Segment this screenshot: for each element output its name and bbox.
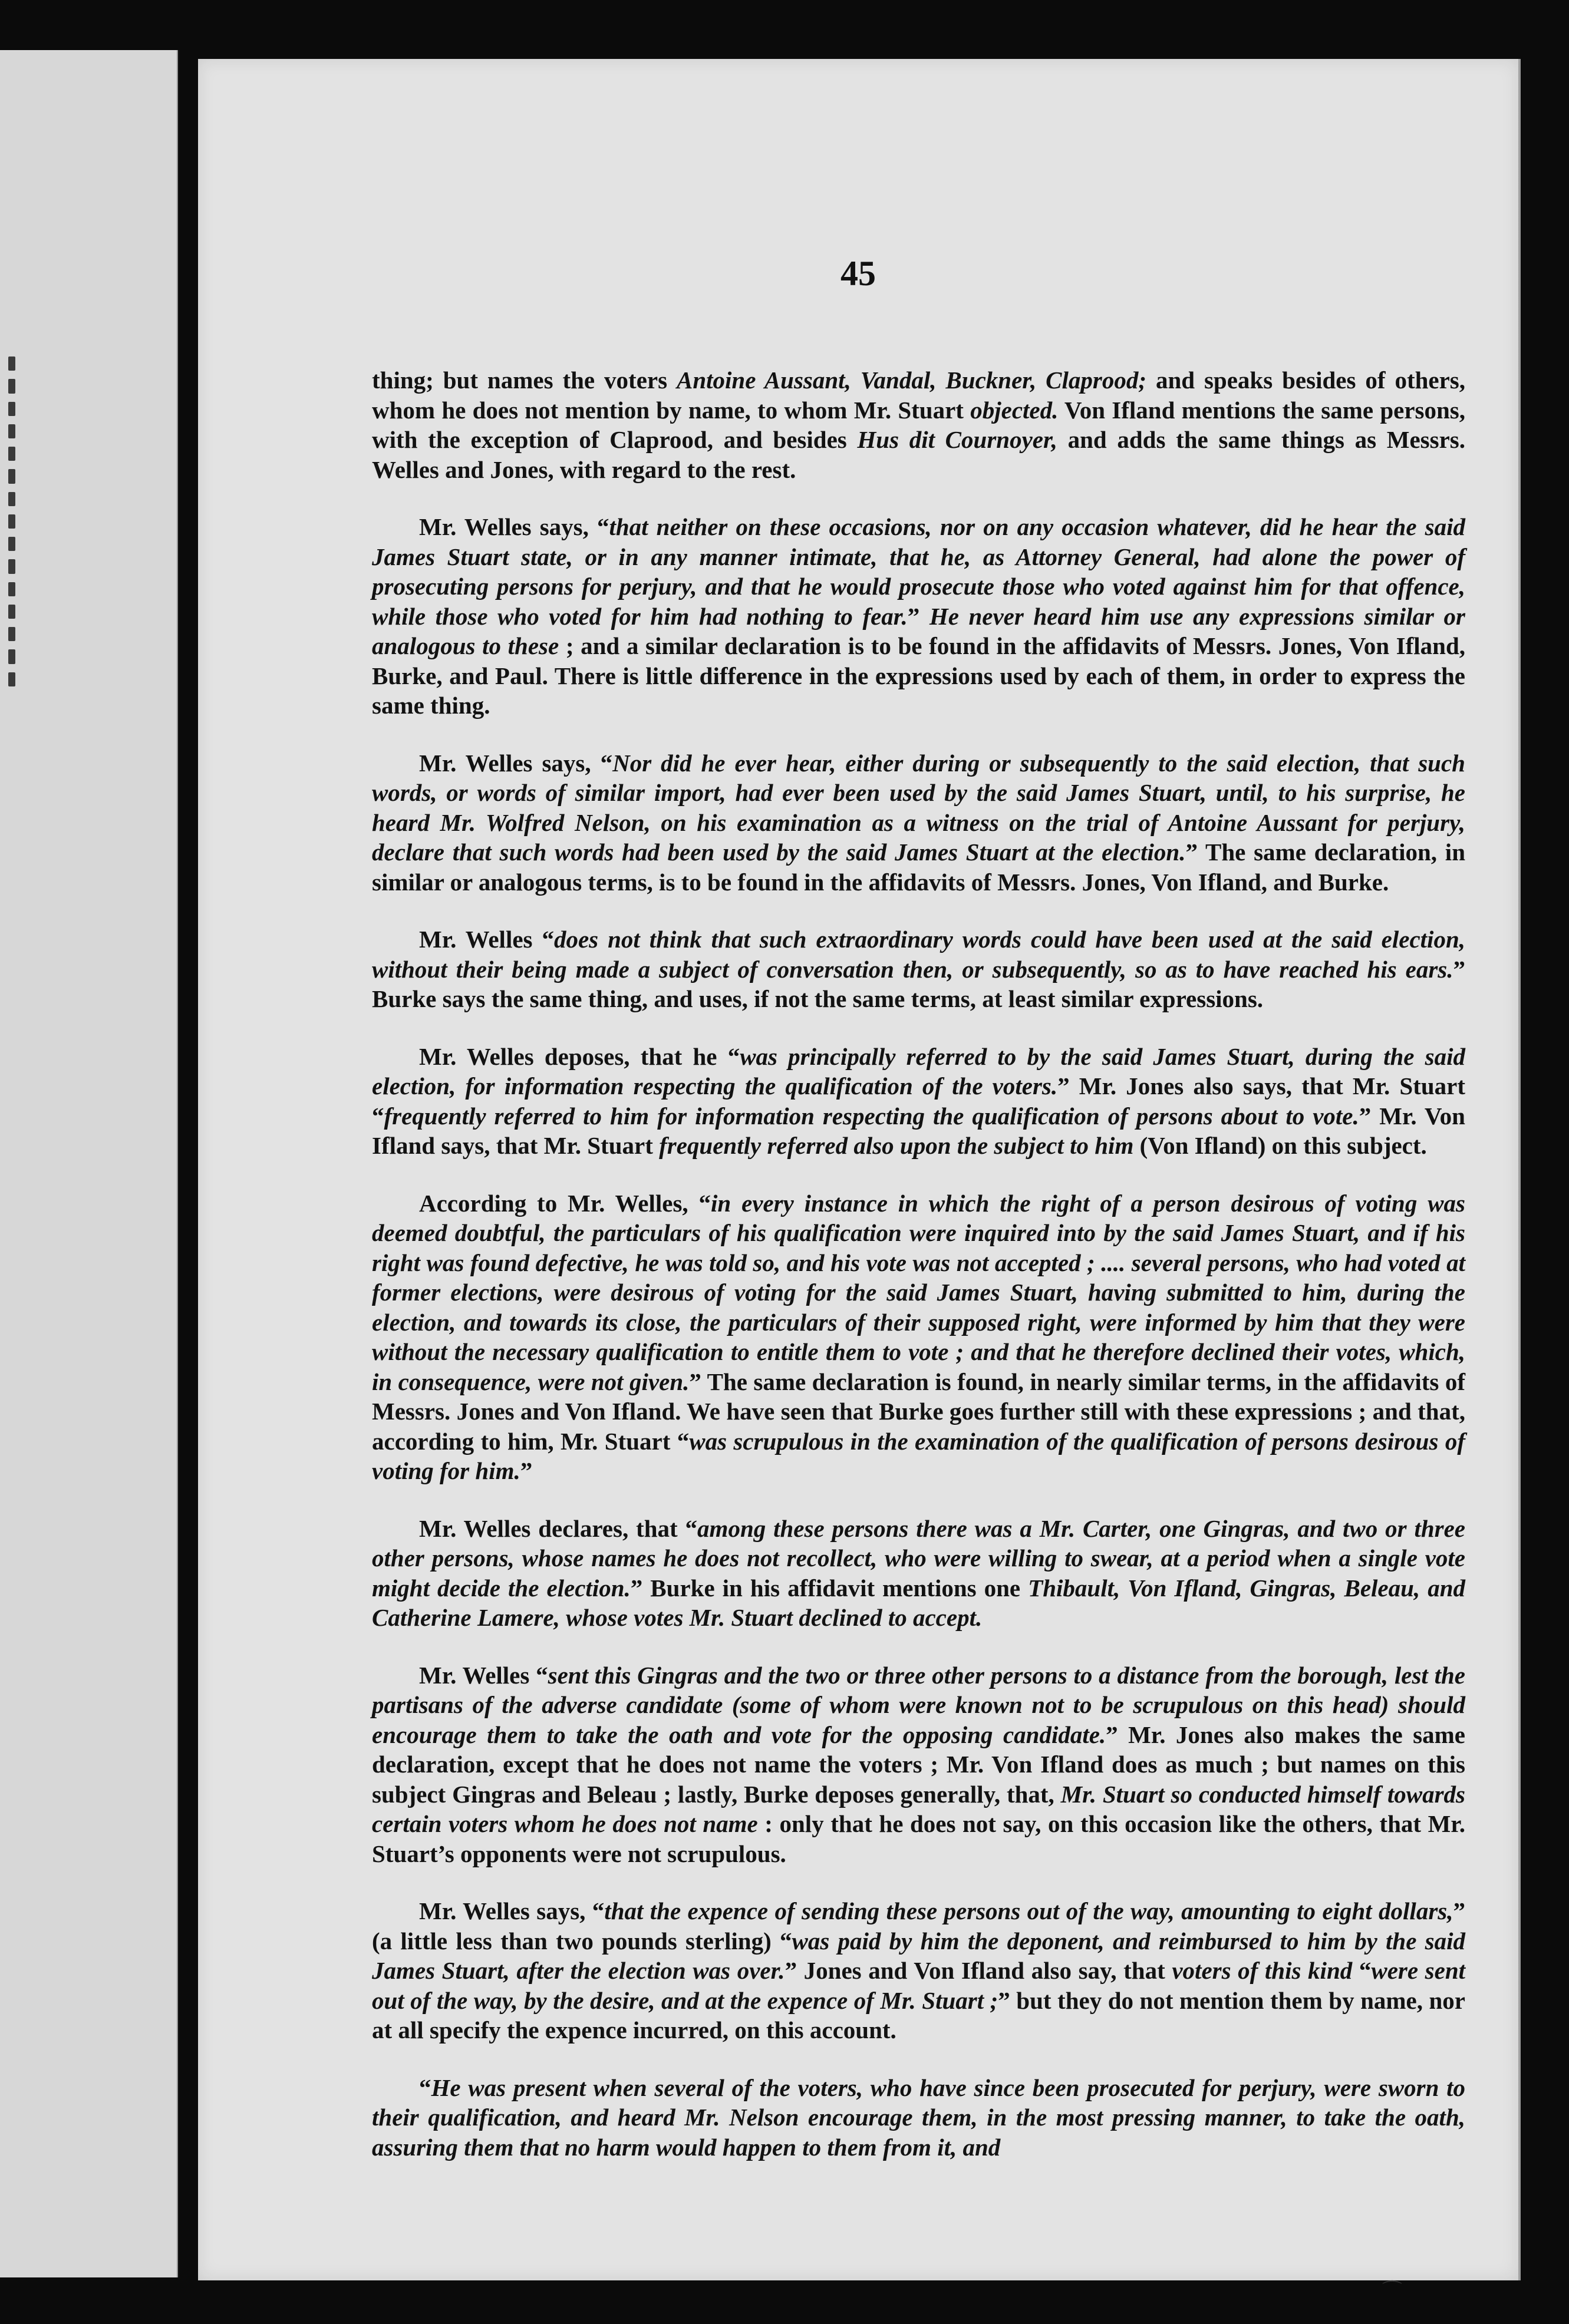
paragraph: Mr. Welles “sent this Gingras and the two or three other persons to a distance from the borough, lest the partisans of the adverse candidate (some of whom were known not to be scrupulous on this head) should encourage them to take the oath and vote for the opposing candidate.” Mr. Jones also makes the same declaration, except that he does not name the voters ; Mr. Von Ifland does as much ; but names on this subject Gingras and Beleau ; lastly, Burke deposes generally, that, Mr. Stuart so conducted himself towards certain voters whom he does not name : only that he does not say, on this occasion like the others, that Mr. Stuart’s opponents were not scrupulous. xyxy=(372,1661,1465,1867)
corner-mark: ⌒ xyxy=(1382,2279,1402,2303)
paragraph: Mr. Welles “does not think that such extraordinary words could have been used at the said election, without their being made a subject of conversation then, or subsequently, so as to have reached his ears.” Burke says the same thing, and uses, if not the same terms, at least similar expressions. xyxy=(372,926,1465,1012)
paragraph: Mr. Welles says, “that neither on these occasions, nor on any occasion whatever, did he hear the said James Stuart state, or in any manner intimate, that he, as Attorney General, had alone the power of prosecuting persons for perjury, and that he would prosecute those who voted against him for that offence, while those who voted for him had nothing to fear.” He never heard him use any expressions similar or analogous to these ; and a similar declaration is to be found in the affidavits of Messrs. Jones, Von Ifland, Burke, and Paul. There is little difference in the expressions used by each of them, in order to express the same thing. xyxy=(372,513,1466,719)
paragraph: Mr. Welles says, “that the expence of sending these persons out of the way, amounting to eight dollars,” (a little less than two pounds sterling) “was paid by him the deponent, and reimbursed to him by the said James Stuart, after the election was over.” Jones and Von Ifland also say, that voters of this kind “were sent out of the way, by the desire, and at the expence of Mr. Stuart ;” but they do not mention them by name, nor at all specify the expence incurred, on this account. xyxy=(372,1897,1466,2044)
body-text xyxy=(372,365,1465,2190)
document-page xyxy=(198,59,1518,2280)
paragraph: According to Mr. Welles, “in every instance in which the right of a person desirous of voting was deemed doubtful, the particulars of his qualification were inquired into by the said James Stuart, and if his right was found defective, he was told so, and his vote was not accepted ; .... several persons, who had voted at former elections, were desirous of voting for the said James Stuart, having submitted to him, during the election, and towards its close, the particulars of their supposed right, were informed by him that they were without the necessary qualification to entitle them to vote ; and that he therefore declined their votes, which, in consequence, were not given.” The same declaration is found, in nearly similar terms, in the affidavits of Messrs. Jones and Von Ifland. We have seen that Burke goes further still with these expressions ; and that, according to him, Mr. Stuart “was scrupulous in the examination of the qualification of persons desirous of voting for him.” xyxy=(372,1189,1465,1484)
paragraph: Mr. Welles declares, that “among these persons there was a Mr. Carter, one Gingras, and two or three other persons, whose names he does not recollect, who were willing to swear, at a period when a single vote might decide the election.” Burke in his affidavit mentions one Thibault, Von Ifland, Gingras, Beleau, and Catherine Lamere, whose votes Mr. Stuart declined to accept. xyxy=(372,1514,1465,1631)
facing-page-edge xyxy=(0,50,178,2277)
paragraph: “He was present when several of the voters, who have since been prosecuted for perjury, were sworn to their qualification, and heard Mr. Nelson encourage them, in the most pressing manner, to take the oath, assuring them that no harm would happen to them from it, and xyxy=(372,2074,1465,2161)
paragraph: Mr. Welles deposes, that he “was principally referred to by the said James Stuart, during the said election, for information respecting the qualification of the voters.” Mr. Jones also says, that Mr. Stuart “frequently referred to him for information respecting the qualification of persons about to vote.” Mr. Von Ifland says, that Mr. Stuart frequently referred also upon the subject to him (Von Ifland) on this subject. xyxy=(372,1042,1465,1159)
paragraph: thing; but names the voters Antoine Aussant, Vandal, Buckner, Claprood; and speaks besides of others, whom he does not mention by name, to whom Mr. Stuart objected. Von Ifland mentions the same persons, with the exception of Claprood, and besides Hus dit Cournoyer, and adds the same things as Messrs. Welles and Jones, with regard to the rest. xyxy=(372,367,1466,483)
facing-page-margin-marks xyxy=(8,356,32,686)
paragraph: Mr. Welles says, “Nor did he ever hear, either during or subsequently to the said election, that such words, or words of similar import, had ever been used by the said James Stuart, until, to his surprise, he heard Mr. Wolfred Nelson, on his examination as a witness on the trial of Antoine Aussant for perjury, declare that such words had been used by the said James Stuart at the election.” The same declaration, in similar or analogous terms, is to be found in the affidavits of Messrs. Jones, Von Ifland, and Burke. xyxy=(372,749,1465,896)
page-number: 45 xyxy=(840,254,876,293)
